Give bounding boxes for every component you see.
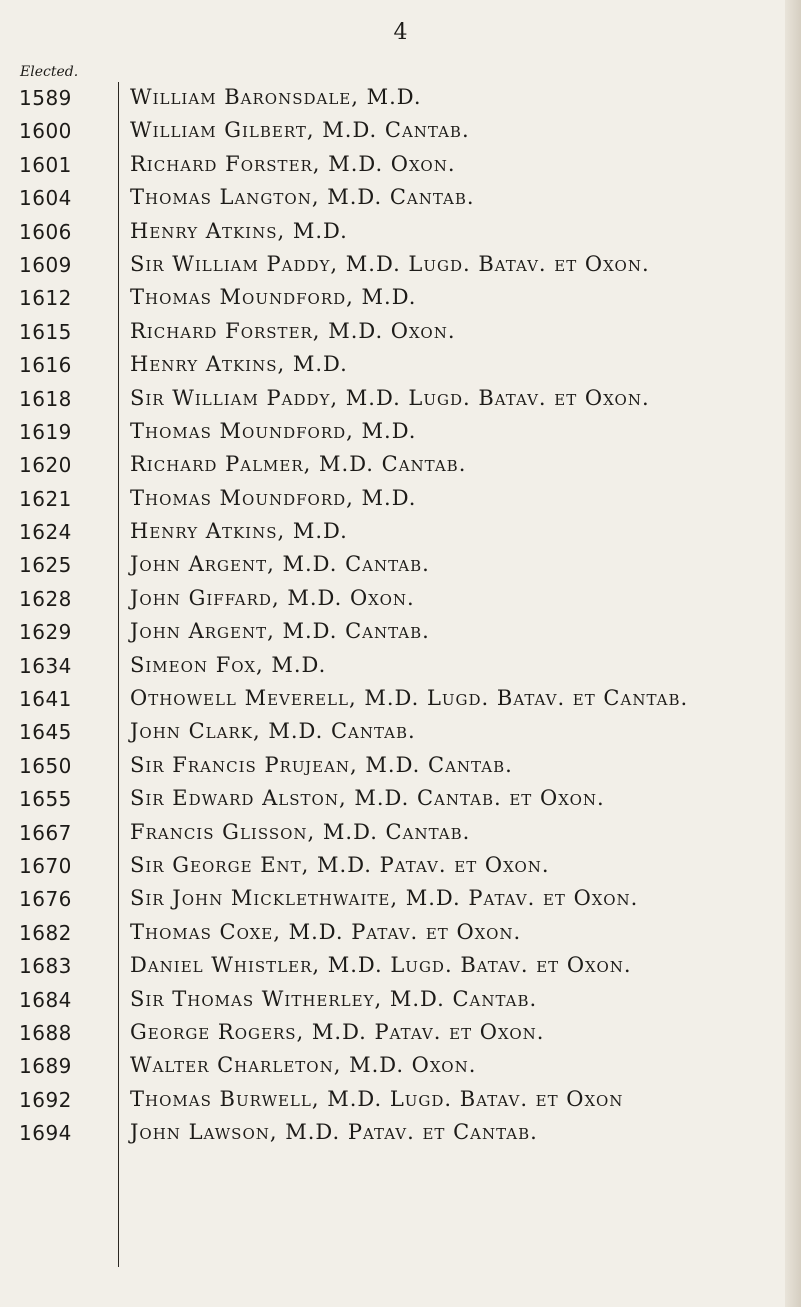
entry-degree: M.D. Oxon.	[328, 151, 456, 176]
entry-year: 1655	[19, 787, 72, 812]
entry-name	[130, 886, 638, 910]
entry-name	[130, 619, 430, 643]
entry-degree: M.D. Lugd. Batav. et Oxon	[327, 1086, 624, 1111]
entry-name	[130, 920, 521, 944]
entry-degree: M.D. Cantab.	[282, 619, 430, 644]
entries-list	[0, 82, 801, 1151]
entry-degree: M.D. Patav. et Cantab.	[285, 1120, 538, 1145]
entry-person: John Clark,	[130, 719, 261, 744]
entry-row	[0, 750, 801, 783]
entry-name	[130, 786, 605, 810]
entry-degree: M.D.	[361, 418, 417, 443]
entry-degree: M.D. Cantab.	[319, 452, 467, 477]
entry-year: 1682	[19, 920, 72, 945]
entry-degree: M.D. Patav. et Oxon.	[405, 886, 639, 911]
entry-degree: M.D. Lugd. Batav. et Oxon.	[345, 251, 650, 276]
entry-year: 1688	[19, 1020, 72, 1045]
entry-row	[0, 917, 801, 950]
entry-person: Thomas Moundford,	[130, 418, 354, 443]
entry-year: 1589	[19, 86, 72, 110]
entry-row	[0, 416, 801, 449]
entry-person: Sir William Paddy,	[130, 251, 339, 276]
entry-year: 1621	[19, 486, 72, 511]
entry-row	[0, 883, 801, 916]
entry-year: 1645	[19, 720, 72, 745]
entry-row	[0, 683, 801, 716]
entry-row	[0, 1084, 801, 1117]
entry-year: 1601	[19, 152, 72, 177]
entry-name	[130, 118, 470, 142]
entry-degree: M.D. Oxon.	[328, 318, 456, 343]
entry-degree: M.D. Cantab.	[365, 752, 513, 777]
entry-row	[0, 984, 801, 1017]
entry-row	[0, 950, 801, 983]
entry-year: 1694	[19, 1121, 72, 1146]
entry-name	[130, 352, 348, 376]
page-number: 4	[393, 20, 408, 45]
entry-person: Simeon Fox,	[130, 652, 264, 677]
entry-degree: M.D. Cantab.	[322, 118, 470, 143]
entry-name	[130, 152, 456, 176]
entry-degree: M.D. Oxon.	[287, 585, 415, 610]
entry-degree: M.D. Lugd. Batav. et Oxon.	[327, 953, 632, 978]
entry-row	[0, 616, 801, 649]
entry-name	[130, 1087, 623, 1111]
entry-row	[0, 783, 801, 816]
entry-year: 1689	[19, 1054, 72, 1079]
entry-name	[130, 653, 326, 677]
entry-name	[130, 319, 456, 343]
entry-person: Henry Atkins,	[130, 218, 286, 243]
entry-row	[0, 850, 801, 883]
entry-person: John Giffard,	[130, 585, 280, 610]
entry-name	[130, 820, 470, 844]
entry-row	[0, 182, 801, 215]
entry-name	[130, 753, 513, 777]
entry-year: 1628	[19, 586, 72, 611]
entry-person: Henry Atkins,	[130, 352, 286, 377]
entry-year: 1667	[19, 820, 72, 845]
entry-name	[130, 219, 348, 243]
entry-year: 1616	[19, 353, 72, 378]
entry-degree: M.D. Cantab.	[268, 719, 416, 744]
entry-degree: M.D. Cantab.	[327, 185, 475, 210]
entry-year: 1650	[19, 753, 72, 778]
entry-year: 1619	[19, 419, 72, 444]
entry-person: William Gilbert,	[130, 118, 315, 143]
entry-row	[0, 516, 801, 549]
entry-person: Richard Forster,	[130, 318, 321, 343]
entry-year: 1634	[19, 653, 72, 678]
entry-person: George Rogers,	[130, 1019, 305, 1044]
entry-row	[0, 650, 801, 683]
entry-degree: M.D. Lugd. Batav. et Cantab.	[364, 686, 689, 711]
entry-row	[0, 1017, 801, 1050]
entry-row	[0, 483, 801, 516]
entry-year: 1641	[19, 687, 72, 712]
entry-person: Walter Charleton,	[130, 1053, 342, 1078]
entry-year: 1604	[19, 186, 72, 211]
entry-name	[130, 1020, 544, 1044]
entry-person: William Baronsdale,	[130, 85, 359, 109]
entry-row	[0, 1050, 801, 1083]
entry-person: Thomas Burwell,	[130, 1086, 320, 1111]
entry-name	[130, 853, 550, 877]
entry-person: John Argent,	[130, 552, 275, 577]
entry-degree: M.D. Cantab. et Oxon.	[354, 786, 605, 811]
entry-year: 1618	[19, 386, 72, 411]
entry-degree: M.D. Cantab.	[389, 986, 538, 1011]
entry-name	[130, 719, 416, 743]
entry-person: Thomas Moundford,	[130, 285, 354, 310]
entry-degree: M.D. Cantab.	[282, 552, 430, 577]
entry-row	[0, 1117, 801, 1150]
entry-row	[0, 449, 801, 482]
entry-year: 1624	[19, 520, 72, 545]
entry-row	[0, 316, 801, 349]
entry-row	[0, 716, 801, 749]
entry-name	[130, 386, 650, 410]
entry-name	[130, 987, 537, 1011]
entry-name	[130, 686, 688, 710]
entry-year: 1620	[19, 453, 72, 478]
entry-person: Sir John Micklethwaite,	[130, 886, 399, 911]
entry-row	[0, 115, 801, 148]
entry-name	[130, 452, 466, 476]
entry-year: 1676	[19, 887, 72, 912]
entry-person: Sir George Ent,	[130, 852, 310, 877]
entry-row	[0, 82, 801, 115]
entry-degree: M.D.	[361, 485, 417, 510]
entry-person: Henry Atkins,	[130, 519, 286, 544]
entry-row	[0, 249, 801, 282]
entry-year: 1609	[19, 252, 72, 277]
entry-person: Daniel Whistler,	[130, 953, 321, 978]
entry-degree: M.D.	[366, 85, 422, 109]
entry-person: Sir William Paddy,	[130, 385, 339, 410]
entry-person: Francis Glisson,	[130, 819, 316, 844]
entry-year: 1615	[19, 319, 72, 344]
entry-degree: M.D. Cantab.	[322, 819, 471, 844]
entry-person: Sir Thomas Witherley,	[130, 986, 383, 1011]
entry-degree: M.D.	[292, 218, 348, 243]
entry-person: John Argent,	[130, 619, 275, 644]
entry-name	[130, 519, 348, 543]
entry-year: 1625	[19, 553, 72, 578]
entry-name	[130, 419, 416, 443]
entry-person: Richard Palmer,	[130, 452, 312, 477]
entry-degree: M.D.	[271, 652, 327, 677]
entry-person: Richard Forster,	[130, 151, 321, 176]
entry-degree: M.D. Patav. et Oxon.	[288, 919, 522, 944]
entry-person: Thomas Coxe,	[130, 919, 281, 944]
entry-degree: M.D. Patav. et Oxon.	[317, 852, 550, 877]
entry-person: Sir Edward Alston,	[130, 786, 347, 811]
entry-year: 1670	[19, 853, 72, 878]
entry-name	[130, 252, 650, 276]
entry-person: Thomas Moundford,	[130, 485, 354, 510]
entry-name	[130, 85, 422, 109]
entry-row	[0, 817, 801, 850]
entry-person: John Lawson,	[130, 1120, 278, 1145]
entry-name	[130, 1120, 538, 1144]
entry-row	[0, 149, 801, 182]
entry-row	[0, 282, 801, 315]
entry-degree: M.D.	[292, 352, 348, 377]
entry-year: 1600	[19, 119, 72, 144]
entry-degree: M.D. Lugd. Batav. et Oxon.	[345, 385, 650, 410]
elected-column-header: Elected.	[20, 64, 79, 80]
entry-row	[0, 549, 801, 582]
entry-row	[0, 583, 801, 616]
entry-degree: M.D. Patav. et Oxon.	[311, 1019, 545, 1044]
entry-degree: M.D. Oxon.	[349, 1053, 477, 1078]
entry-name	[130, 552, 430, 576]
entry-degree: M.D.	[361, 285, 417, 310]
entry-row	[0, 383, 801, 416]
entry-name	[130, 586, 415, 610]
entry-year: 1606	[19, 219, 72, 244]
entry-year: 1683	[19, 954, 72, 979]
entry-person: Sir Francis Prujean,	[130, 752, 358, 777]
entry-year: 1629	[19, 620, 72, 645]
entry-year: 1612	[19, 286, 72, 311]
entry-row	[0, 349, 801, 382]
entry-person: Othowell Meverell,	[130, 686, 357, 711]
entry-name	[130, 486, 416, 510]
entry-person: Thomas Langton,	[130, 185, 320, 210]
entry-name	[130, 185, 475, 209]
entry-year: 1692	[19, 1087, 72, 1112]
entry-year: 1684	[19, 987, 72, 1012]
entry-degree: M.D.	[292, 519, 348, 544]
entry-name	[130, 1053, 476, 1077]
entry-row	[0, 216, 801, 249]
entry-name	[130, 285, 416, 309]
entry-name	[130, 953, 632, 977]
